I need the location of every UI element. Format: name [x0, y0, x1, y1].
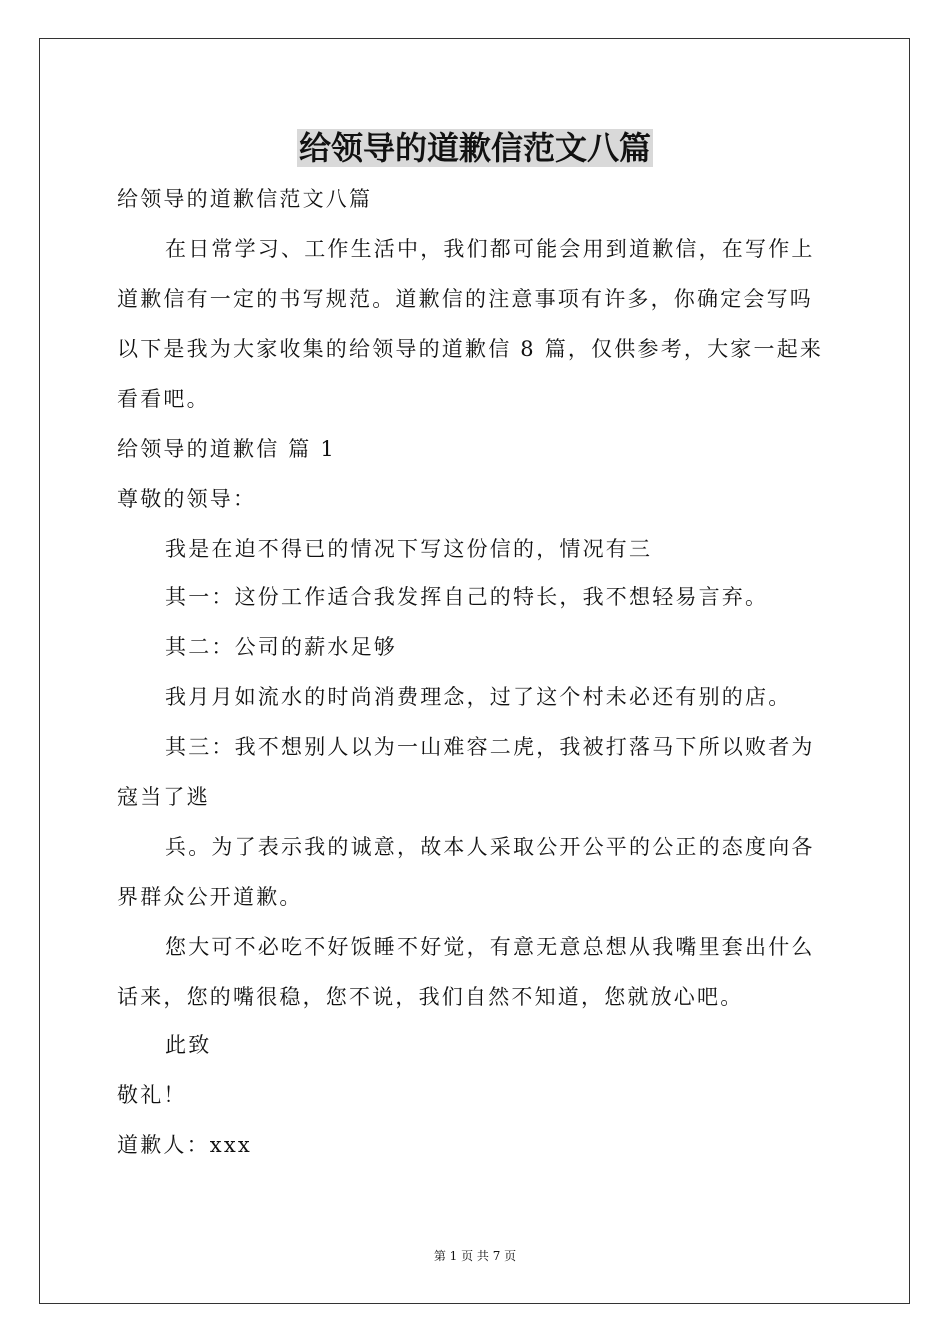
body-line-2: 其一：这份工作适合我发挥自己的特长，我不想轻易言弃。 — [165, 585, 769, 609]
regards: 敬礼！ — [117, 1083, 187, 1107]
body-line-4: 我月月如流水的时尚消费理念，过了这个村未必还有别的店。 — [165, 685, 792, 709]
body-line-3: 其二：公司的薪水足够 — [165, 635, 397, 659]
body-line-5: 其三：我不想别人以为一山难容二虎，我被打落马下所以败者为 — [165, 735, 815, 759]
signature: 道歉人：xxx — [117, 1133, 252, 1157]
document-title — [0, 122, 950, 174]
body-line-1: 我是在迫不得已的情况下写这份信的，情况有三 — [165, 537, 653, 561]
salutation: 尊敬的领导： — [117, 487, 257, 511]
intro-line-3: 以下是我为大家收集的给领导的道歉信 8 篇，仅供参考，大家一起来 — [117, 337, 824, 361]
document-subtitle: 给领导的道歉信范文八篇 — [117, 187, 373, 211]
page-border — [39, 38, 910, 1304]
intro-line-1: 在日常学习、工作生活中，我们都可能会用到道歉信，在写作上 — [165, 237, 815, 261]
body-line-10: 话来，您的嘴很稳，您不说，我们自然不知道，您就放心吧。 — [117, 985, 744, 1009]
section-heading: 给领导的道歉信 篇 1 — [117, 437, 336, 461]
body-line-9: 您大可不必吃不好饭睡不好觉，有意无意总想从我嘴里套出什么 — [165, 935, 815, 959]
closing: 此致 — [165, 1033, 212, 1057]
intro-line-4: 看看吧。 — [117, 387, 210, 411]
intro-line-2: 道歉信有一定的书写规范。道歉信的注意事项有许多，你确定会写吗 — [117, 287, 813, 311]
body-line-8: 界群众公开道歉。 — [117, 885, 303, 909]
body-line-7: 兵。为了表示我的诚意，故本人采取公开公平的公正的态度向各 — [165, 835, 815, 859]
document-title-text: 给领导的道歉信范文八篇 — [298, 129, 651, 167]
body-line-6: 寇当了逃 — [117, 785, 210, 809]
page-footer: 第 1 页 共 7 页 — [433, 1249, 517, 1263]
